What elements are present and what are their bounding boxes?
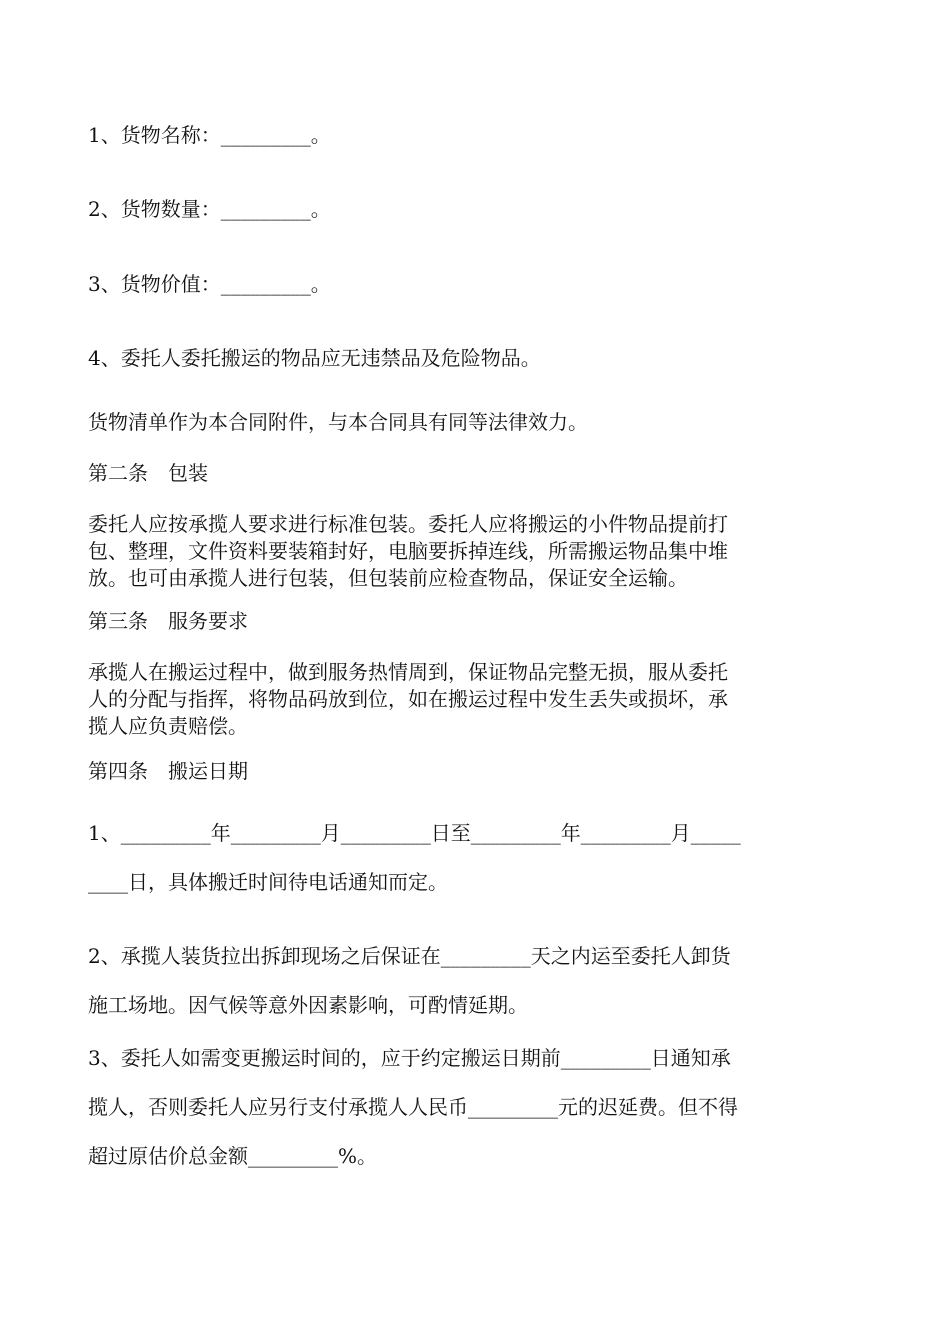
article-2-line-1: 委托人应按承揽人要求进行标准包装。委托人应将搬运的小件物品提前打	[88, 512, 728, 536]
article-2-line-3: 放。也可由承揽人进行包装，但包装前应检查物品，保证安全运输。	[88, 566, 688, 590]
article-3-line-2: 人的分配与指挥，将物品码放到位，如在搬运过程中发生丢失或损坏，承	[88, 687, 728, 711]
cargo-quantity-item: 2、货物数量：_________。	[88, 197, 331, 221]
date-item-2-line-2: 施工场地。因气候等意外因素影响，可酌情延期。	[88, 993, 528, 1017]
date-item-3-line-2: 揽人，否则委托人应另行支付承揽人人民币_________元的迟延费。但不得	[88, 1095, 738, 1119]
article-3-line-1: 承揽人在搬运过程中，做到服务热情周到，保证物品完整无损，服从委托	[88, 660, 728, 684]
date-item-2-line-1: 2、承揽人装货拉出拆卸现场之后保证在_________天之内运至委托人卸货	[88, 944, 731, 968]
cargo-list-note: 货物清单作为本合同附件，与本合同具有同等法律效力。	[88, 410, 588, 434]
date-item-3-line-3: 超过原估价总金额_________%。	[88, 1144, 378, 1168]
article-2-line-2: 包、整理，文件资料要装箱封好，电脑要拆掉连线，所需搬运物品集中堆	[88, 539, 728, 563]
prohibited-items-clause: 4、委托人委托搬运的物品应无违禁品及危险物品。	[88, 346, 541, 370]
article-3-heading: 第三条 服务要求	[88, 609, 248, 633]
date-item-1-line-1: 1、_________年_________月_________日至_________年_________月_____	[88, 821, 741, 845]
cargo-name-item: 1、货物名称：_________。	[88, 123, 331, 147]
article-3-body	[88, 659, 863, 740]
article-2-body	[88, 511, 863, 592]
article-2-heading: 第二条 包装	[88, 461, 208, 485]
cargo-value-item: 3、货物价值：_________。	[88, 272, 331, 296]
article-4-heading: 第四条 搬运日期	[88, 759, 248, 783]
article-3-line-3: 揽人应负责赔偿。	[88, 714, 248, 738]
date-item-3-line-1: 3、委托人如需变更搬运时间的，应于约定搬运日期前_________日通知承	[88, 1046, 731, 1070]
date-item-1-line-2: ____日，具体搬迁时间待电话通知而定。	[88, 870, 448, 894]
